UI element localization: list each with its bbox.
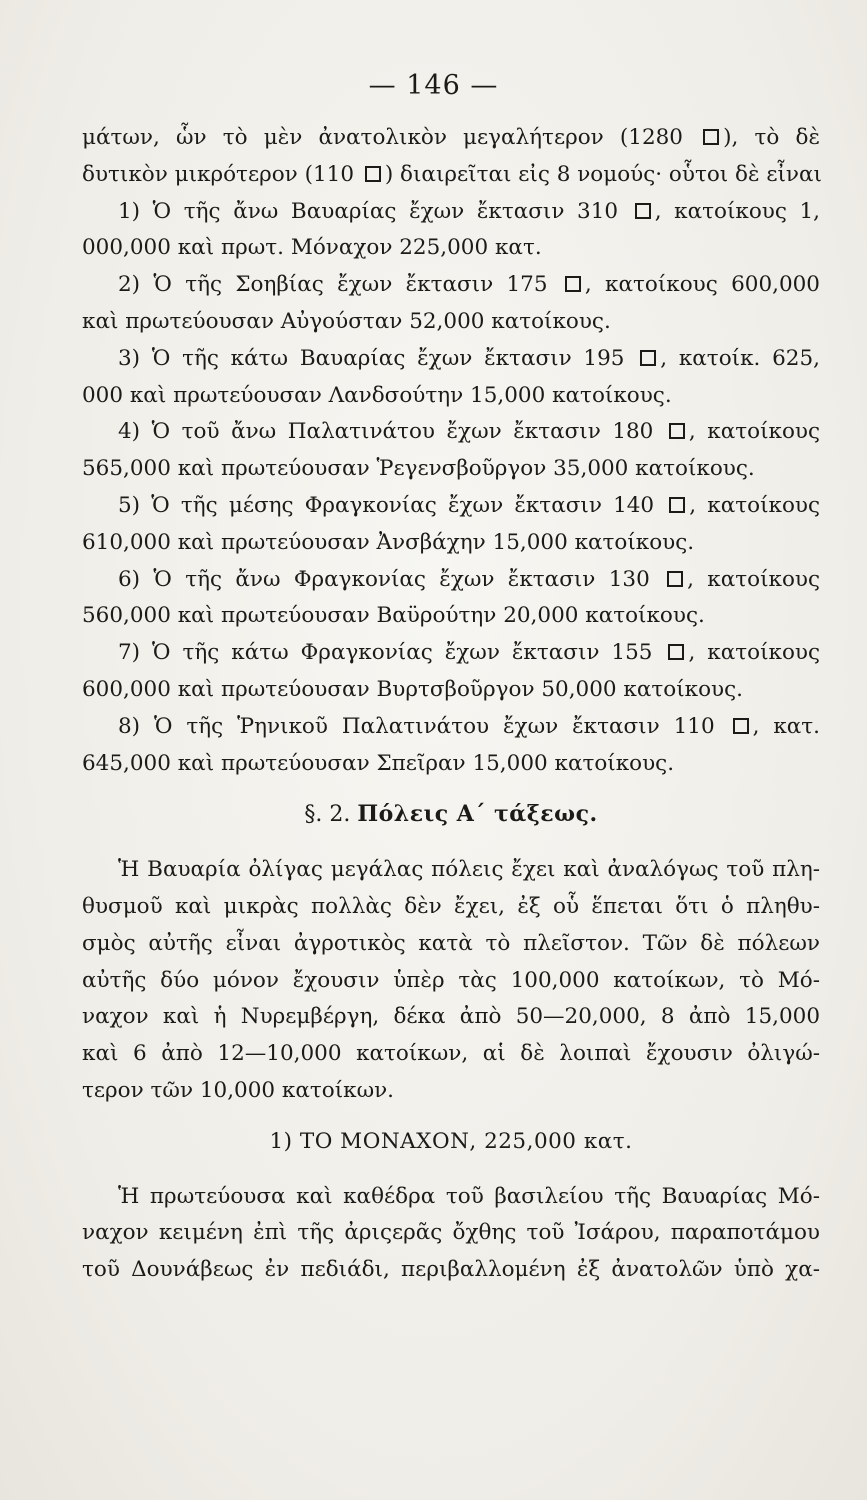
square-unit-icon <box>365 166 381 182</box>
text-line: δυτικὸν μικρότερον (110 ) διαιρεῖται εἰς 8 νομούς· οὗτοι δὲ εἶναι <box>82 161 822 187</box>
square-unit-icon <box>635 203 651 219</box>
square-unit-icon <box>640 350 656 366</box>
paragraph-line: τοῦ Δουνάβεως ἐν πεδιάδι, περιβαλλομένη ἐξ ἀνατολῶν ὑπὸ χα- <box>82 1257 820 1283</box>
paragraph-line: Ἡ Βαυαρία ὀλίγας μεγάλας πόλεις ἔχει καὶ ἀναλόγως τοῦ πλη- <box>118 857 820 883</box>
paragraph-line: τερον τῶν 10,000 κατοίκων. <box>82 1077 395 1103</box>
square-unit-icon <box>565 276 581 292</box>
page-number: — 146 — <box>368 70 499 101</box>
page-body <box>82 120 820 1289</box>
square-unit-icon <box>668 644 684 660</box>
square-unit-icon <box>669 497 685 513</box>
square-unit-icon <box>669 423 685 439</box>
paragraph-line: σμὸς αὐτῆς εἶναι ἀγροτικὸς κατὰ τὸ πλεῖστον. Τῶν δὲ πόλεων <box>82 930 820 956</box>
paragraph-line: θυσμοῦ καὶ μικρὰς πολλὰς δὲν ἔχει, ἐξ οὗ ἕπεται ὅτι ὁ πληθυ- <box>82 893 820 919</box>
text-line: μάτων, ὧν τὸ μὲν ἀνατολικὸν μεγαλήτερον (1280 ), τὸ δὲ <box>82 125 820 150</box>
list-item: 5) Ὁ τῆς μέσης Φραγκονίας ἔχων ἔκτασιν 140 , κατοίκους <box>118 492 821 518</box>
text-line: καὶ πρωτεύουσαν Αὐγούσταν 52,000 κατοίκους. <box>82 308 611 334</box>
paragraph-line: ναχον κειμένη ἐπὶ τῆς ἀριςερᾶς ὄχθης τοῦ Ἰσάρου, παραποτάμου <box>82 1220 820 1246</box>
paragraph-line: αὐτῆς δύο μόνον ἔχουσιν ὑπὲρ τὰς 100,000 κατοίκων, τὸ Μό- <box>82 967 820 993</box>
square-unit-icon <box>703 129 719 145</box>
paragraph-line: καὶ 6 ἀπὸ 12—10,000 κατοίκων, αἱ δὲ λοιπαὶ ἔχουσιν ὀλιγώ- <box>82 1041 820 1067</box>
list-item: 7) Ὁ τῆς κάτω Φραγκονίας ἔχων ἔκτασιν 155 , κατοίκους <box>118 640 821 666</box>
text-line: 565,000 καὶ πρωτεύουσαν Ῥεγενσβοῦργον 35,000 κατοίκους. <box>82 456 755 482</box>
paragraph-line: ναχον καὶ ἡ Νυρεμβέργη, δέκα ἀπὸ 50—20,000, 8 ἀπὸ 15,000 <box>82 1004 820 1030</box>
list-item: 3) Ὁ τῆς κάτω Βαυαρίας ἔχων ἔκτασιν 195 , κατοίκ. 625, <box>118 345 820 371</box>
section-title: Πόλεις Α΄ τάξεως. <box>357 801 598 828</box>
paragraph-line: Ἡ πρωτεύουσα καὶ καθέδρα τοῦ βασιλείου τῆς Βαυαρίας Μό- <box>118 1183 820 1209</box>
text-line: 000 καὶ πρωτεύουσαν Λανδσούτην 15,000 κατοίκους. <box>82 382 672 408</box>
text-line: 560,000 καὶ πρωτεύουσαν Βαϋρούτην 20,000 κατοίκους. <box>82 603 705 629</box>
text-line: 000,000 καὶ πρωτ. Μόναχον 225,000 κατ. <box>82 235 542 261</box>
text-line: 645,000 καὶ πρωτεύουσαν Σπεῖραν 15,000 κατοίκους. <box>82 750 675 776</box>
text-line: 600,000 καὶ πρωτεύουσαν Βυρτσβοῦργον 50,000 κατοίκους. <box>82 676 743 702</box>
text-line: 610,000 καὶ πρωτεύουσαν Ἀνσβάχην 15,000 κατοίκους. <box>82 529 695 555</box>
list-item: 2) Ὁ τῆς Σοηβίας ἔχων ἔκτασιν 175 , κατοίκους 600,000 <box>118 272 820 298</box>
city-heading: 1) ΤΟ ΜΟΝΑΧΟΝ, 225,000 κατ. <box>269 1128 633 1154</box>
section-heading <box>82 796 820 834</box>
square-unit-icon <box>733 718 749 734</box>
list-item: 4) Ὁ τοῦ ἄνω Παλατινάτου ἔχων ἔκτασιν 180 , κατοίκους <box>118 419 820 445</box>
square-unit-icon <box>667 571 683 587</box>
list-item: 8) Ὁ τῆς Ῥηνικοῦ Παλατινάτου ἔχων ἔκτασιν 110 , κατ. <box>118 713 821 739</box>
list-item: 6) Ὁ τῆς ἄνω Φραγκονίας ἔχων ἔκτασιν 130 , κατοίκους <box>118 566 821 592</box>
list-item: 1) Ὁ τῆς ἄνω Βαυαρίας ἔχων ἔκτασιν 310 , κατοίκους 1, <box>118 198 820 224</box>
section-number: §. 2. <box>304 802 351 828</box>
